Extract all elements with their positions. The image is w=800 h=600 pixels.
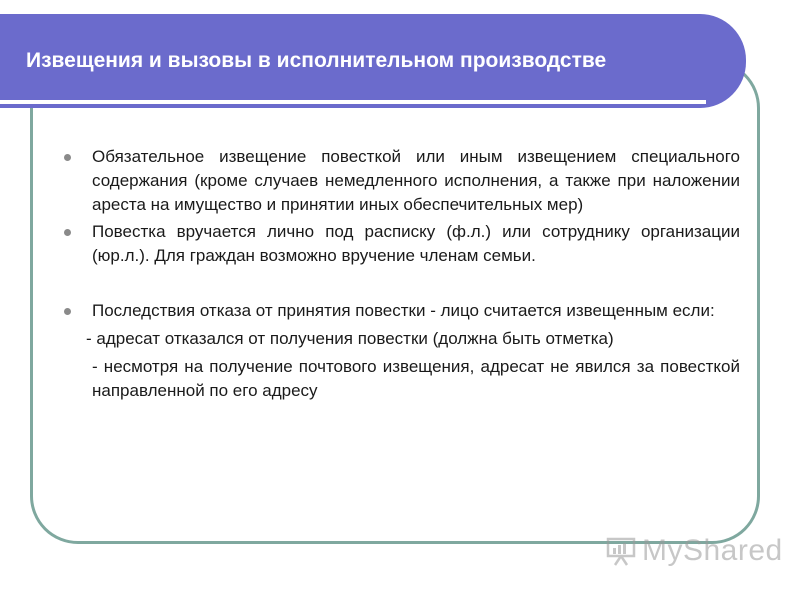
bullet-item	[64, 220, 740, 268]
bullet-text: Обязательное извещение повесткой или иным извещением специального содержания (кроме случаев немедленного исполнения, а также при наложении ареста на имущество и принятии иных обеспечительных мер)	[92, 147, 740, 214]
bullet-text: Повестка вручается лично под расписку (ф.л.) или сотруднику организации (юр.л.). Для граждан возможно вручение членам семьи.	[92, 222, 740, 265]
title-underline	[0, 100, 706, 104]
slide-title: Извещения и вызовы в исполнительном производстве	[26, 49, 607, 72]
sub-item: - несмотря на получение почтового извещения, адресат не явился за повесткой направленной по его адресу	[92, 357, 740, 400]
watermark	[606, 535, 783, 567]
bullet-dot-icon	[64, 229, 71, 236]
watermark-text: MyShared	[642, 534, 783, 567]
bullet-text: Последствия отказа от принятия повестки - лицо считается извещенным если:	[92, 301, 715, 320]
presentation-board-icon	[606, 536, 638, 566]
slide-content	[64, 145, 740, 403]
sub-item: - адресат отказался от получения повестки (должна быть отметка)	[86, 329, 614, 348]
bullet-dot-icon	[64, 308, 71, 315]
bullet-item	[64, 299, 740, 323]
bullet-dot-icon	[64, 154, 71, 161]
bullet-item	[64, 145, 740, 217]
